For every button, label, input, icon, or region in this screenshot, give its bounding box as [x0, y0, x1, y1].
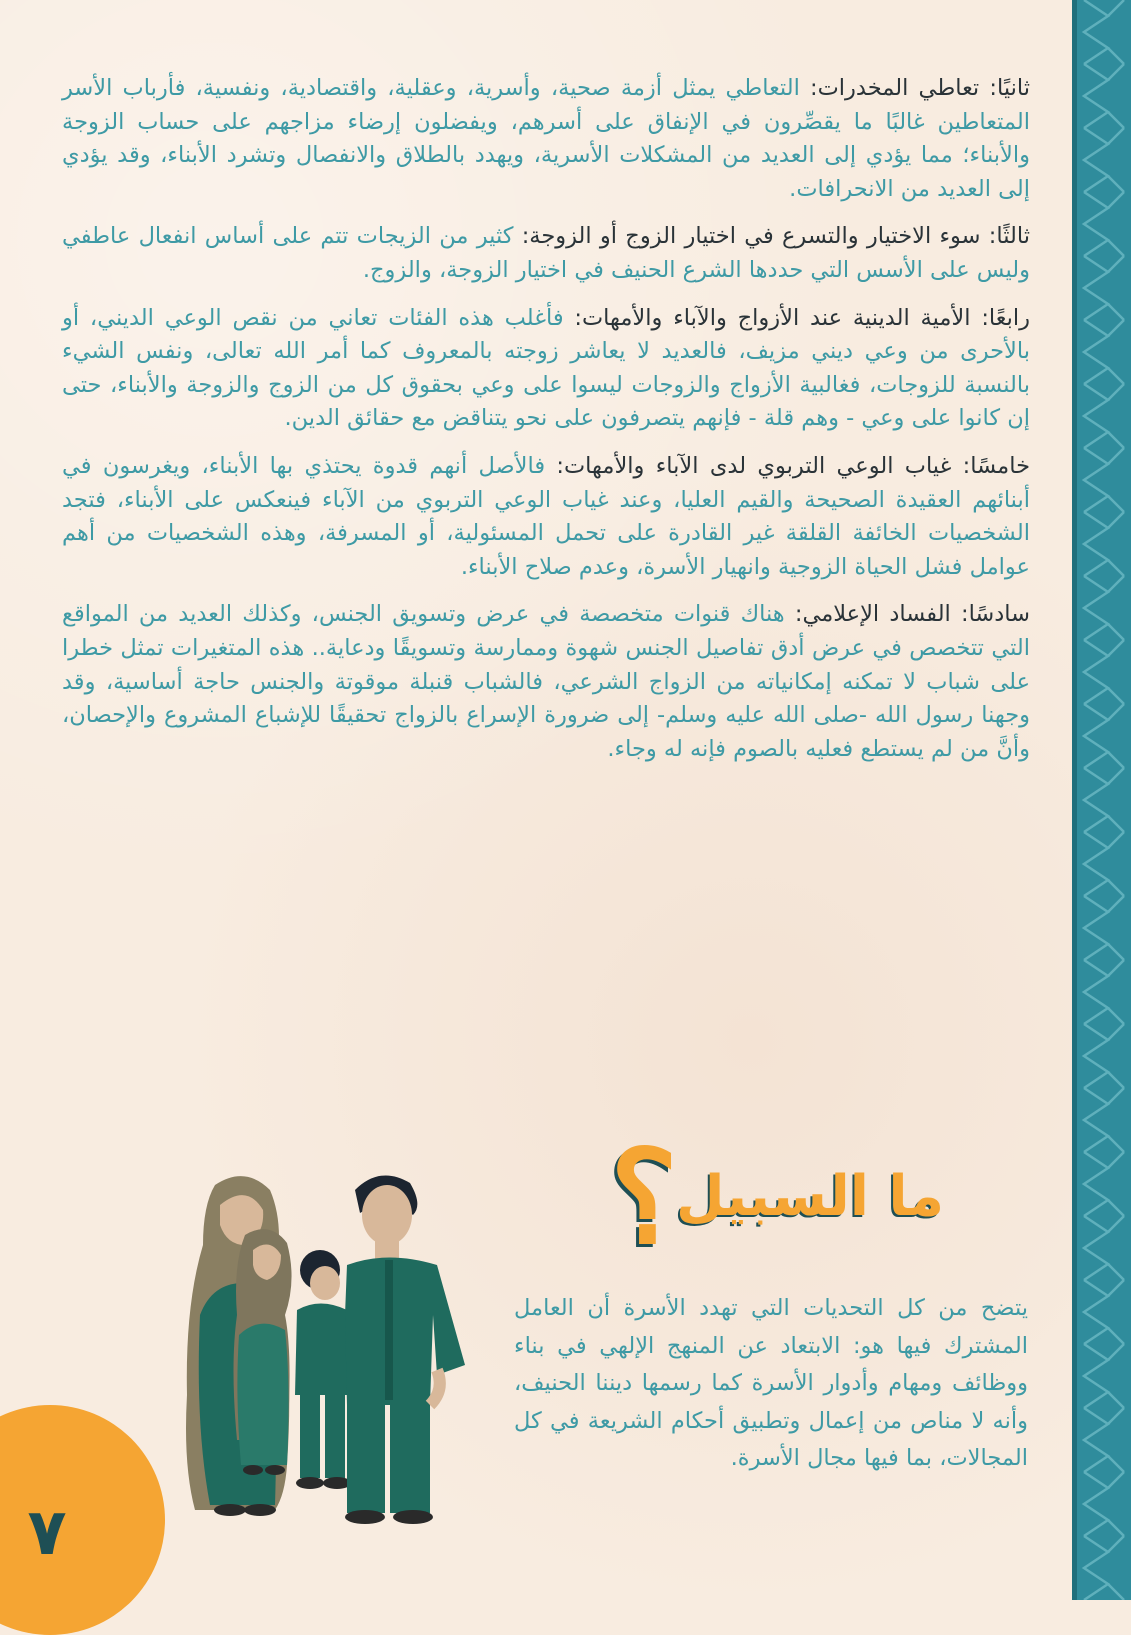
paragraph-heading: ثانيًا: تعاطي المخدرات: — [810, 75, 1031, 101]
paragraph-text: هناك قنوات متخصصة في عرض وتسويق الجنس، وكذلك العديد من المواقع التي تتخصص في عرض أدق تفاصيل الجنس شهوة وممارسة وتسويقًا ودعاية.. هذه المتغيرات تمثل خطرا على شباب لا تمكنه إمكانياته من الزواج الشرعي، فالشباب قنبلة موقوتة والجنس حاجة أساسية، وقد وجهنا رسول الله -صلى الله عليه وسلم- إلى ضرورة الإسراع بالزواج تحقيقًا للإشباع المشروع والإحصان، وأنَّ من لم يستطع فعليه بالصوم فإنه له وجاء. — [62, 601, 1030, 762]
paragraph-religious-illiteracy — [62, 302, 1030, 436]
page-number: ٧ — [27, 1496, 67, 1570]
band-pattern-icon — [1078, 0, 1131, 1600]
paragraph-text: فالأصل أنهم قدوة يحتذي بها الأبناء، ويغرسون في أبنائهم العقيدة الصحيحة والقيم العليا، وعند غياب الوعي التربوي من الآباء فينعكس على الأبناء، فتجد الشخصيات الخائفة القلقة غير القادرة على تحمل المسئولية، أو المسرفة، وهذه الشخصيات من أهم عوامل فشل الحياة الزوجية وانهيار الأسرة، وعدم صلاح الأبناء. — [62, 452, 1030, 580]
question-mark-icon: ؟ — [610, 1123, 678, 1273]
paragraph-educational-awareness — [62, 450, 1030, 584]
section-title: ما السبيل — [676, 1164, 945, 1229]
son-figure — [295, 1250, 351, 1489]
paragraph-text: كثير من الزيجات تتم على أساس انفعال عاطفي وليس على الأسس التي حددها الشرع الحنيف في اختيار الزوجة، والزوج. — [62, 223, 1030, 283]
section-text: يتضح من كل التحديات التي تهدد الأسرة أن العامل المشترك فيها هو: الابتعاد عن المنهج الإلهي في بناء ووظائف ومهام وأدوار الأسرة كما رسمها ديننا الحنيف، وأنه لا مناص من إعمال وتطبيق أحكام الشريعة في كل المجالات، بما فيها مجال الأسرة. — [514, 1295, 1028, 1471]
daughter-figure — [234, 1229, 292, 1475]
family-illustration — [175, 1165, 475, 1535]
father-figure — [345, 1175, 465, 1524]
paragraph-text: فأغلب هذه الفئات تعاني من نقص الوعي الديني، أو بالأحرى من وعي ديني مزيف، فالعديد لا يعاشر زوجته بالمعروف كما أمر الله تعالى، ونفس الشيء بالنسبة للزوجات، فغالبية الأزواج والزوجات ليسوا على وعي بحقوق كل من الزوج والزوجة والأبناء، حتى إن كانوا على وعي - وهم قلة - فإنهم يتصرفون على نحو يتناقض مع حقائق الدين. — [62, 304, 1030, 432]
paragraph-heading: سادسًا: الفساد الإعلامي: — [794, 601, 1031, 628]
paragraph-heading: ثالثًا: سوء الاختيار والتسرع في اختيار الزوج أو الزوجة: — [521, 223, 1030, 250]
paragraph-drugs — [62, 72, 1030, 206]
paragraph-heading: خامسًا: غياب الوعي التربوي لدى الآباء والأمهات: — [556, 452, 1030, 479]
section-heading — [606, 1123, 966, 1274]
paragraph-bad-choice — [62, 220, 1030, 287]
decorative-side-band — [1072, 0, 1131, 1600]
paragraph-heading: رابعًا: الأمية الدينية عند الأزواج والآباء والأمهات: — [574, 304, 1030, 331]
paragraph-text: التعاطي يمثل أزمة صحية، وأسرية، وعقلية، واقتصادية، ونفسية، فأرباب الأسر المتعاطين غالبًا ما يقصِّرون في الإنفاق على أسرهم، ويفضلون إرضاء مزاجهم على حساب الزوجة والأبناء؛ مما يؤدي إلى العديد من المشكلات الأسرية، ويهدد بالطلاق والانفصال وتشرد الأبناء، وقد يؤدي إلى العديد من الانحرافات. — [62, 75, 1030, 202]
paragraph-media-corruption — [62, 598, 1030, 766]
article-body — [62, 72, 1030, 780]
